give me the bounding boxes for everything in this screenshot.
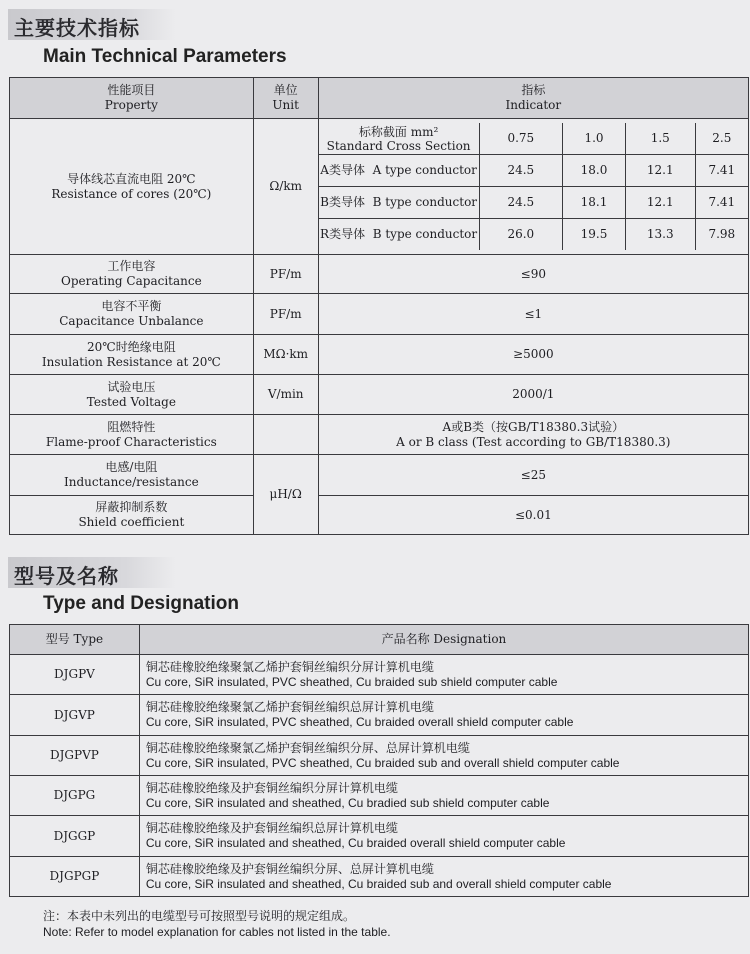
designation-cell: 铜芯硅橡胶绝缘聚氯乙烯护套铜丝编织分屏、总屏计算机电缆 Cu core, SiR insulated, PVC sheathed, Cu braided sub and overall shield computer cable: [139, 736, 748, 776]
conductor-label: R类导体 B type conductor: [319, 219, 479, 251]
value-cell: 7.41: [695, 187, 748, 219]
type-code: DJGPV: [10, 655, 140, 695]
indicator-cell: ≤25: [318, 455, 748, 496]
unit-cell: μH/Ω: [253, 455, 318, 535]
footnote-en: Note: Refer to model explanation for cables not listed in the table.: [43, 925, 391, 939]
type-code: DJGPVP: [10, 736, 140, 776]
resistance-subtable: [319, 123, 748, 250]
indicator-cell: ≤0.01: [318, 496, 748, 535]
indicator-cell: ≤90: [318, 255, 748, 294]
section-title-en: Type and Designation: [43, 593, 240, 614]
footnote-cn: 注：本表中未列出的电缆型号可按照型号说明的规定组成。: [43, 909, 356, 923]
conductor-label: A类导体 A type conductor: [319, 155, 479, 187]
unit-cell: Ω/km: [253, 119, 318, 255]
property-cell: 阻燃特性 Flame-proof Characteristics: [10, 415, 254, 455]
property-cell: 20℃时绝缘电阻 Insulation Resistance at 20℃: [10, 335, 254, 375]
cross-section-label: 标称截面 mm² Standard Cross Section: [319, 123, 479, 155]
value-cell: 0.75: [479, 123, 563, 155]
footnote: [43, 908, 391, 940]
property-cell: 导体线芯直流电阻 20℃ Resistance of cores (20℃): [10, 119, 254, 255]
value-cell: 1.5: [625, 123, 695, 155]
header-designation: 产品名称 Designation: [139, 625, 748, 655]
params-table: [9, 77, 749, 535]
section-title-cn: 主要技术指标: [14, 16, 140, 40]
designation-cell: 铜芯硅橡胶绝缘及护套铜丝编织分屏、总屏计算机电缆 Cu core, SiR insulated and sheathed, Cu braided sub and overall shield computer cable: [139, 857, 748, 897]
unit-cell: MΩ·km: [253, 335, 318, 375]
resistance-subtable-cell: [318, 119, 748, 255]
section-title-en: Main Technical Parameters: [43, 46, 287, 67]
unit-cell: PF/m: [253, 294, 318, 335]
value-cell: 13.3: [625, 219, 695, 251]
unit-cell: [253, 415, 318, 455]
type-table: [9, 624, 749, 897]
type-code: DJGGP: [10, 816, 140, 857]
value-cell: 12.1: [625, 187, 695, 219]
value-cell: 1.0: [563, 123, 626, 155]
value-cell: 19.5: [563, 219, 626, 251]
designation-cell: 铜芯硅橡胶绝缘及护套铜丝编织总屏计算机电缆 Cu core, SiR insulated and sheathed, Cu braided overall shield computer cable: [139, 816, 748, 857]
type-code: DJGPGP: [10, 857, 140, 897]
property-cell: 电容不平衡 Capacitance Unbalance: [10, 294, 254, 335]
header-property: 性能项目 Property: [10, 78, 254, 119]
property-cell: 电感/电阻 Inductance/resistance: [10, 455, 254, 496]
indicator-cell: 2000/1: [318, 375, 748, 415]
section-title-cn: 型号及名称: [14, 564, 119, 588]
header-unit: 单位 Unit: [253, 78, 318, 119]
type-code: DJGVP: [10, 695, 140, 736]
unit-cell: V/min: [253, 375, 318, 415]
type-code: DJGPG: [10, 776, 140, 816]
unit-cell: PF/m: [253, 255, 318, 294]
header-indicator: 指标 Indicator: [318, 78, 748, 119]
value-cell: 2.5: [695, 123, 748, 155]
property-cell: 工作电容 Operating Capacitance: [10, 255, 254, 294]
value-cell: 24.5: [479, 155, 563, 187]
designation-cell: 铜芯硅橡胶绝缘聚氯乙烯护套铜丝编织分屏计算机电缆 Cu core, SiR insulated, PVC sheathed, Cu braided sub shield computer cable: [139, 655, 748, 695]
property-cell: 屏蔽抑制系数 Shield coefficient: [10, 496, 254, 535]
value-cell: 24.5: [479, 187, 563, 219]
indicator-cell: A或B类（按GB/T18380.3试验） A or B class (Test according to GB/T18380.3): [318, 415, 748, 455]
indicator-cell: ≥5000: [318, 335, 748, 375]
designation-cell: 铜芯硅橡胶绝缘聚氯乙烯护套铜丝编织总屏计算机电缆 Cu core, SiR insulated, PVC sheathed, Cu braided overall shield computer cable: [139, 695, 748, 736]
property-cell: 试验电压 Tested Voltage: [10, 375, 254, 415]
value-cell: 7.41: [695, 155, 748, 187]
value-cell: 7.98: [695, 219, 748, 251]
indicator-cell: ≤1: [318, 294, 748, 335]
value-cell: 26.0: [479, 219, 563, 251]
designation-cell: 铜芯硅橡胶绝缘及护套铜丝编织分屏计算机电缆 Cu core, SiR insulated and sheathed, Cu bradied sub shield computer cable: [139, 776, 748, 816]
conductor-label: B类导体 B type conductor: [319, 187, 479, 219]
header-type: 型号 Type: [10, 625, 140, 655]
value-cell: 18.1: [563, 187, 626, 219]
value-cell: 18.0: [563, 155, 626, 187]
value-cell: 12.1: [625, 155, 695, 187]
